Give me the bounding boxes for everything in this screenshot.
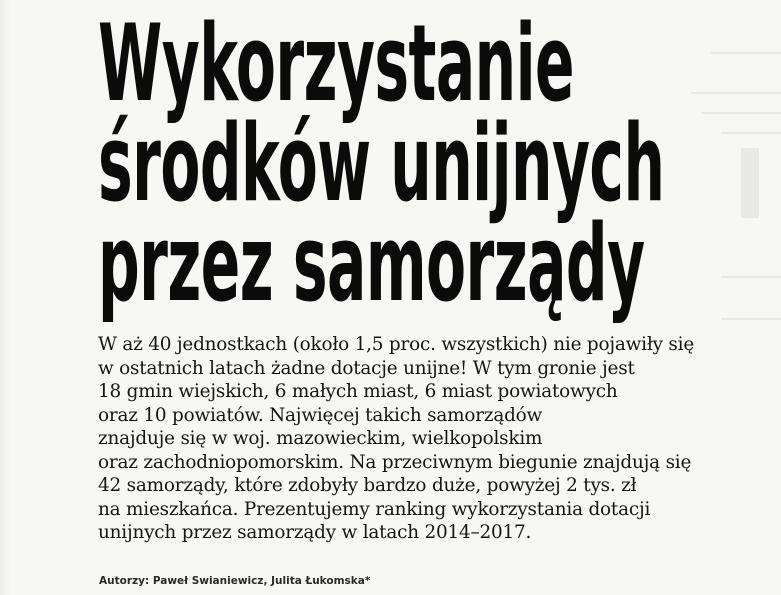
bleed-line — [721, 276, 781, 278]
bleed-line — [721, 132, 781, 134]
lead-line: oraz 10 powiatów. Najwięcej takich samorządów — [98, 404, 543, 426]
bleed-line — [691, 92, 781, 94]
lead-line: na mieszkańca. Prezentujemy ranking wykorzystania dotacji — [98, 498, 651, 520]
headline-line: Wykorzystanie — [98, 2, 575, 125]
bleed-line — [701, 112, 781, 114]
lead-line: unijnych przez samorządy w latach 2014–2017. — [98, 522, 532, 543]
lead-line: W aż 40 jednostkach (około 1,5 proc. wszystkich) nie pojawiły się — [98, 334, 695, 355]
lead-line: znajduje się w woj. mazowieckim, wielkopolskim — [98, 428, 543, 449]
headline-line: środków unijnych — [98, 102, 665, 225]
lead-line: w ostatnich latach żadne dotacje unijne! W tym gronie jest — [98, 357, 635, 379]
headline-line: przez samorządy — [98, 202, 645, 325]
author-credit: Autorzy: Paweł Swianiewicz, Julita Łukomska* — [99, 575, 371, 587]
scan-left-edge-shadow — [0, 0, 10, 595]
lead-line: 42 samorządy, które zdobyły bardzo duże, powyżej 2 tys. zł — [98, 475, 637, 496]
lead-line: 18 gmin wiejskich, 6 małych miast, 6 miast powiatowych — [98, 381, 618, 402]
bleed-block — [741, 148, 759, 218]
lead-line: oraz zachodniopomorskim. Na przeciwnym biegunie znajdują się — [98, 451, 692, 473]
article-lead-paragraph — [98, 333, 718, 545]
bleed-line — [721, 318, 781, 320]
article-headline — [98, 2, 665, 325]
bleed-line — [711, 52, 781, 54]
